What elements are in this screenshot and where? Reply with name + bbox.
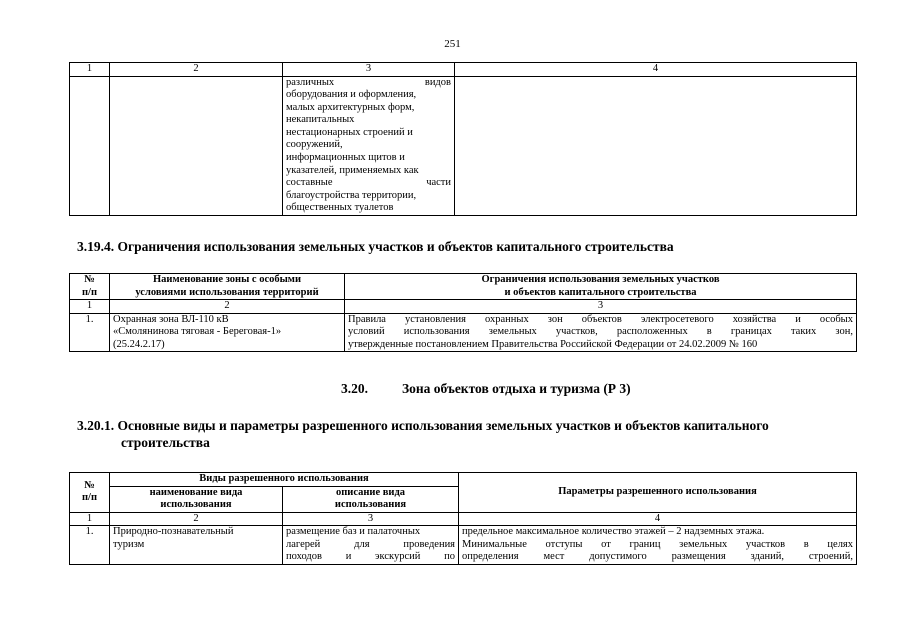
text-fragment: видов: [424, 76, 451, 88]
text-fragment: части: [426, 177, 451, 189]
text-line: сооружений,: [286, 139, 343, 151]
table-permitted-uses: [69, 472, 857, 565]
table-row: [70, 526, 857, 565]
section-heading-3-20: Зона объектов отдыха и туризма (Р 3): [402, 381, 631, 396]
header-number: № п/п: [70, 473, 110, 513]
text-fragment: составные: [286, 177, 333, 189]
column-numbers-row: [70, 63, 857, 77]
col-number: 2: [110, 512, 283, 526]
col-number: 1: [70, 300, 110, 314]
empty-cell: [110, 76, 283, 216]
table-header-row: [70, 473, 857, 487]
row-number: 1.: [70, 313, 110, 352]
restrictions-cell: Правила установления охранных зон объектов электросетевого хозяйства и особых условий использования земельных участков, расположенных в границах таких зон, утвержденные постановлением Правительства Российской Федерации от 24.02.2009 № 160: [345, 313, 857, 352]
col-number: 2: [110, 63, 283, 77]
use-description-cell: размещение баз и палаточных лагерей для проведения походов и экскурсий по: [283, 526, 459, 565]
table-restrictions: [69, 273, 857, 352]
header-use-name: наименование вида использования: [110, 486, 283, 512]
table-continuation: [69, 62, 857, 216]
header-number: № п/п: [70, 274, 110, 300]
text-line: указателей, применяемых как: [286, 164, 419, 176]
text-line: малых архитектурных форм,: [286, 101, 415, 113]
column-numbers-row: [70, 512, 857, 526]
table-row: [70, 313, 857, 352]
section-heading-3-20-1-cont: строительства: [121, 435, 210, 450]
text-line: благоустройства территории,: [286, 189, 417, 201]
params-cell: предельное максимальное количество этажей – 2 надземных этажа. Минимальные отступы от границ земельных участков в целях определения мест допустимого размещения зданий, строений,: [459, 526, 857, 565]
col-number: 2: [110, 300, 345, 314]
use-name-cell: Природно-познавательный туризм: [110, 526, 283, 565]
col-number: 4: [455, 63, 857, 77]
section-heading-3-20-1: 3.20.1. Основные виды и параметры разрешенного использования земельных участков и объектов капитального: [77, 418, 769, 433]
col-number: 3: [283, 512, 459, 526]
text-fragment: различных: [286, 76, 335, 88]
header-use-description: описание вида использования: [283, 486, 459, 512]
text-line: информационных щитов и: [286, 152, 405, 164]
col-number: 1: [70, 63, 110, 77]
table-header-row: [70, 274, 857, 300]
text-line: общественных туалетов: [286, 202, 394, 214]
col-number: 1: [70, 512, 110, 526]
header-zone: Наименование зоны с особыми условиями использования территорий: [110, 274, 345, 300]
col-number: 3: [345, 300, 857, 314]
text-line: некапитальных: [286, 114, 355, 126]
empty-cell: [455, 76, 857, 216]
text-line: нестационарных строений и: [286, 126, 413, 138]
header-types: Виды разрешенного использования: [110, 473, 459, 487]
column-numbers-row: [70, 300, 857, 314]
section-heading-3-19-4: 3.19.4. Ограничения использования земельных участков и объектов капитального строительства: [77, 239, 674, 254]
table-row: [70, 76, 857, 216]
section-number-3-20: 3.20.: [341, 381, 368, 396]
empty-cell: [70, 76, 110, 216]
row-number: 1.: [70, 526, 110, 565]
description-cell: [283, 76, 455, 216]
header-restrictions: Ограничения использования земельных участков и объектов капитального строительства: [345, 274, 857, 300]
page-number: 251: [444, 38, 461, 50]
header-params: Параметры разрешенного использования: [459, 473, 857, 513]
text-line: оборудования и оформления,: [286, 89, 417, 101]
col-number: 3: [283, 63, 455, 77]
zone-cell: Охранная зона ВЛ-110 кВ «Смолянинова тяговая - Береговая-1» (25.24.2.17): [110, 313, 345, 352]
col-number: 4: [459, 512, 857, 526]
